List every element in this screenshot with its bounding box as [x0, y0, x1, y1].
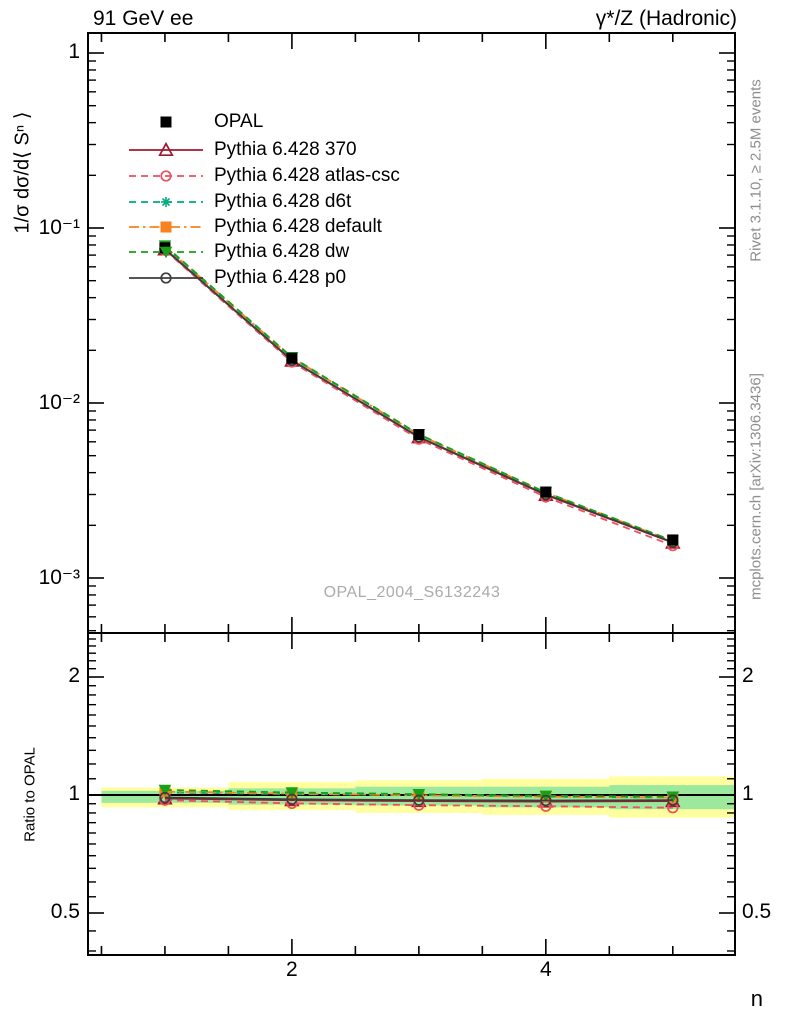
y-ratio-tick-label-left: 2 [68, 664, 80, 687]
legend-item [127, 265, 346, 291]
legend-label: Pythia 6.428 dw [214, 241, 350, 262]
legend-marker-circle-open [127, 268, 205, 288]
legend-item [127, 137, 357, 163]
y-ratio-tick-label-left: 1 [68, 782, 80, 805]
legend-label: Pythia 6.428 atlas-csc [214, 165, 400, 186]
y-axis-label-main: 1/σ dσ/d⟨ Sⁿ ⟩ [11, 111, 34, 234]
title-right: γ*/Z (Hadronic) [595, 7, 737, 30]
x-axis-label: n [750, 986, 763, 1011]
y-main-tick-label: 10⁻¹ [38, 216, 80, 239]
watermark: OPAL_2004_S6132243 [323, 584, 501, 601]
legend-marker-asterisk [127, 192, 205, 212]
x-tick-label: 4 [539, 958, 552, 981]
y-main-tick-label: 1 [68, 40, 80, 63]
y-main-tick-label: 10⁻² [38, 391, 80, 414]
legend-item [127, 163, 400, 189]
legend-label: Pythia 6.428 370 [214, 139, 357, 160]
legend-item [127, 109, 263, 135]
y-ratio-tick-label-right: 0.5 [742, 900, 772, 923]
legend-marker-square-filled [127, 112, 205, 132]
y-ratio-tick-label-right: 1 [742, 782, 754, 805]
legend-item [127, 189, 351, 215]
legend-label: OPAL [214, 111, 264, 132]
y-ratio-tick-label-left: 0.5 [50, 900, 80, 923]
legend-marker-square-filled [127, 217, 205, 237]
legend-label: Pythia 6.428 d6t [214, 191, 352, 212]
legend-label: Pythia 6.428 p0 [214, 267, 347, 288]
side-note-mcplots: mcplots.cern.ch [arXiv:1306.3436] [747, 373, 765, 600]
legend-label: Pythia 6.428 default [214, 216, 382, 237]
y-axis-label-ratio: Ratio to OPAL [21, 747, 39, 842]
legend-marker-circle-open [127, 166, 205, 186]
legend-item [127, 239, 349, 265]
legend-item [127, 214, 382, 240]
side-note-rivet: Rivet 3.1.10, ≥ 2.5M events [747, 79, 765, 262]
y-main-tick-label: 10⁻³ [38, 566, 80, 589]
y-ratio-tick-label-right: 2 [742, 664, 754, 687]
title-left: 91 GeV ee [93, 7, 194, 30]
legend-marker-triangle-open [127, 140, 205, 160]
legend-marker-triangle-down-filled [127, 242, 205, 262]
x-tick-label: 2 [286, 958, 298, 981]
asterisk-marker [161, 197, 171, 207]
